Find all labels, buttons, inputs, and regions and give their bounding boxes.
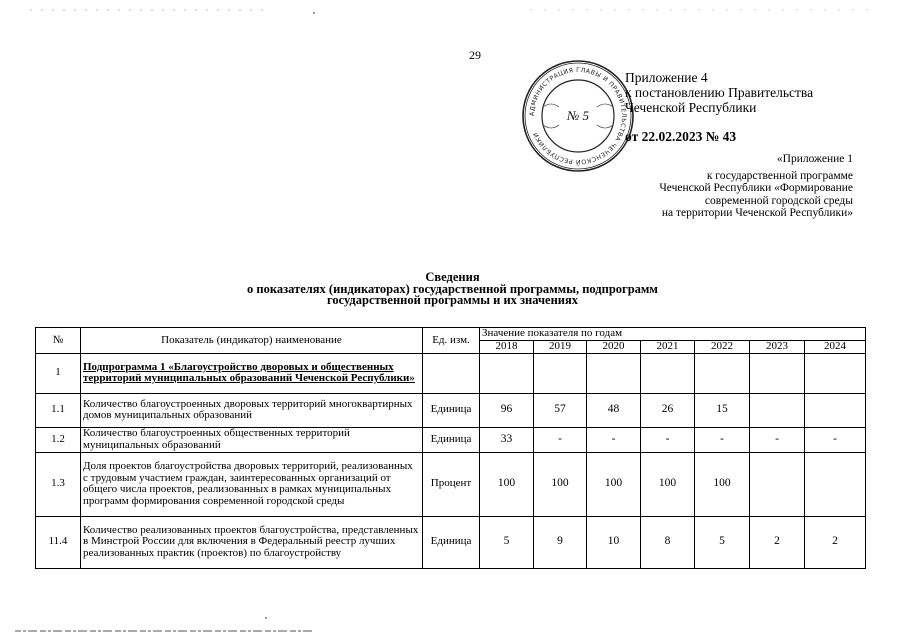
scan-artifact-bottom <box>15 628 315 634</box>
appendix-date-number: от 22.02.2023 № 43 <box>625 129 737 144</box>
row-num: 1.3 <box>36 452 81 516</box>
title-subheading: государственной программы и их значениях <box>326 293 579 307</box>
row-value: 15 <box>695 393 750 427</box>
row-value: 100 <box>587 452 641 516</box>
empty-cell <box>480 353 534 393</box>
row-unit: Единица <box>423 393 480 427</box>
row-value: 2 <box>805 516 866 568</box>
row-value <box>805 393 866 427</box>
row-value: 9 <box>534 516 587 568</box>
row-value: 5 <box>480 516 534 568</box>
row-value: - <box>805 427 866 452</box>
title-subheading: о показателях (индикаторах) государственной программы, подпрограмм <box>247 281 658 296</box>
header-indicator: Показатель (индикатор) наименование <box>81 328 423 354</box>
header-year: 2019 <box>534 341 587 354</box>
header-unit: Ед. изм. <box>423 328 480 354</box>
table-row-subprogram <box>36 353 866 393</box>
row-value: - <box>750 427 805 452</box>
row-value: 48 <box>587 393 641 427</box>
row-value: 100 <box>480 452 534 516</box>
row-unit: Единица <box>423 427 480 452</box>
row-value: 100 <box>695 452 750 516</box>
row-unit: Процент <box>423 452 480 516</box>
row-value: 2 <box>750 516 805 568</box>
row-value: 96 <box>480 393 534 427</box>
header-values-by-year: Значение показателя по годам <box>480 328 866 341</box>
header-year: 2022 <box>695 341 750 354</box>
row-value: 57 <box>534 393 587 427</box>
row-value: - <box>534 427 587 452</box>
row-value: - <box>641 427 695 452</box>
header-year: 2020 <box>587 341 641 354</box>
table-row <box>36 452 866 516</box>
empty-cell <box>805 353 866 393</box>
program-ref-line: на территории Чеченской Республики» <box>661 207 853 219</box>
row-value <box>750 452 805 516</box>
stamp-center-number: № 5 <box>566 108 590 123</box>
row-value: 100 <box>641 452 695 516</box>
header-year: 2021 <box>641 341 695 354</box>
row-value <box>750 393 805 427</box>
row-value: 10 <box>587 516 641 568</box>
empty-cell <box>695 353 750 393</box>
header-num: № <box>36 328 81 354</box>
document-title <box>0 272 905 307</box>
row-value <box>805 452 866 516</box>
scan-speck <box>313 12 315 14</box>
table-row <box>36 516 866 568</box>
row-value: 100 <box>534 452 587 516</box>
row-value: 8 <box>641 516 695 568</box>
appendix-resolution: к постановлению Правительства <box>625 85 814 100</box>
empty-cell <box>534 353 587 393</box>
row-value: - <box>587 427 641 452</box>
empty-cell <box>641 353 695 393</box>
row-value: - <box>695 427 750 452</box>
appendix-header <box>625 70 813 144</box>
appendix-republic: Чеченской Республики <box>625 100 757 115</box>
scan-artifact-top <box>30 8 870 12</box>
header-year: 2018 <box>480 341 534 354</box>
appendix-title: Приложение 4 <box>625 70 708 85</box>
row-num: 1.2 <box>36 427 81 452</box>
row-indicator: Количество реализованных проектов благоустройства, представленных в Минстрой России для включения в Федеральный реестр лучших реализованных практик (проектов) по благоустройству <box>81 516 423 568</box>
program-ref-line: к государственной программе <box>706 169 853 182</box>
row-indicator: Количество благоустроенных дворовых территорий многоквартирных домов муниципальных образований <box>81 393 423 427</box>
program-ref-line: современной городской среды <box>704 194 853 207</box>
svg-text:АДМИНИСТРАЦИЯ ГЛАВЫ И ПРАВИТЕЛ: АДМИНИСТРАЦИЯ ГЛАВЫ И ПРАВИТЕЛЬСТВА ЧЕЧЕНСКОЙ РЕСПУБЛИКИ <box>528 66 628 166</box>
program-appendix-label: «Приложение 1 <box>776 153 853 165</box>
empty-cell <box>750 353 805 393</box>
program-reference <box>659 153 853 220</box>
row-num: 11.4 <box>36 516 81 568</box>
row-value: 26 <box>641 393 695 427</box>
indicators-table <box>35 327 866 569</box>
program-ref-line: Чеченской Республики «Формирование <box>659 182 853 194</box>
table-header-row <box>36 328 866 341</box>
row-num: 1 <box>36 353 81 393</box>
row-indicator: Количество благоустроенных общественных территорий муниципальных образований <box>81 427 423 452</box>
title-heading: Сведения <box>425 270 480 284</box>
row-num: 1.1 <box>36 393 81 427</box>
header-year: 2024 <box>805 341 866 354</box>
official-seal-stamp <box>521 59 635 173</box>
row-value: 5 <box>695 516 750 568</box>
table-row <box>36 393 866 427</box>
empty-cell <box>423 353 480 393</box>
row-indicator: Доля проектов благоустройства дворовых территорий, реализованных с трудовым участием граждан, заинтересованных организаций от общего числа проектов, реализованных в рамках муниципальных программ формирования современной городской среды <box>81 452 423 516</box>
empty-cell <box>587 353 641 393</box>
subprogram-name: Подпрограмма 1 «Благоустройство дворовых и общественных территорий муниципальных образований Чеченской Республики» <box>81 353 423 393</box>
row-value: 33 <box>480 427 534 452</box>
page-number: 29 <box>469 48 481 62</box>
scan-speck <box>265 617 267 619</box>
table-row <box>36 427 866 452</box>
header-year: 2023 <box>750 341 805 354</box>
row-unit: Единица <box>423 516 480 568</box>
